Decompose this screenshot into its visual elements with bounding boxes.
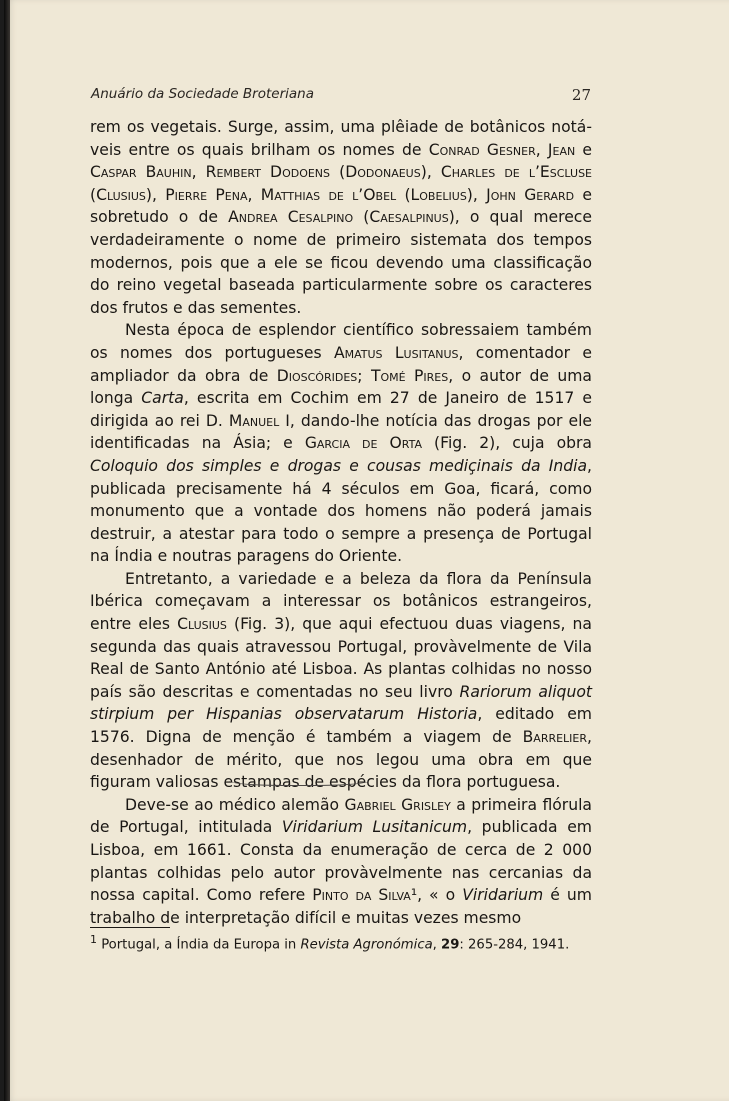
page-number: 27 [571,86,591,104]
footnote-rule [90,927,170,928]
proper-name: Caspar Bauhin [90,163,192,182]
proper-name: Clusius [177,615,227,634]
italic-title: Rariorum aliquot stirpium per Hispanias observatarum Historia [90,682,592,724]
text-run: ( [353,208,370,227]
text-run: Deve-se ao médico alemão [125,795,345,814]
proper-name: Andrea Cesalpino [228,208,354,227]
text-run: Entretanto, a variedade e a beleza da flora da Península Ibérica começavam a interessar os botânicos estrangeiros, entre eles [90,569,592,634]
footnote: $^1$ Portugal, a Índia da Europa in Revista Agronómica, 29: 265-284, 1941. [90,933,570,953]
proper-name: Gabriel Grisley [344,795,451,814]
proper-name: John Gerard [486,185,575,204]
text-run: Nesta época de esplendor científico sobressaiem também os nomes dos portugueses [90,321,592,362]
italic-title: Coloquio dos simples e drogas e cousas mediçinais da India [90,456,588,475]
footnote-volume: 29 [441,937,460,953]
proper-name: Garcia de Orta [304,434,422,453]
text-run: I, dando-lhe notícia das drogas por ele identificadas na Ásia; e [90,411,592,453]
paragraph [90,116,592,319]
text-run: , [247,185,261,204]
proper-name: Manuel [228,411,280,430]
italic-title: Carta [141,389,184,408]
text-run: , [191,163,206,182]
text-run: a primeira flórula de Portugal, intitulada [90,795,592,837]
running-header [91,86,591,108]
proper-name: Caesalpinus [369,208,449,227]
text-run: , escrita em Cochim em 27 de Janeiro de 1517 e dirigida ao rei D. [90,389,592,430]
proper-name: Pinto da Silva [312,886,411,905]
text-run: (Fig. 3), que aqui efectuou duas viagens, na segunda das quais atravessou Portugal, provàvelmente de Vila Real de Santo António até Lisboa. As plantas colhidas no nosso país são descritas e comentadas no seu livro [90,615,592,701]
paragraph [90,568,592,794]
proper-name: Clusius [96,185,146,204]
proper-name: Rembert Dodoens [205,163,331,182]
running-title: Anuário da Sociedade Broteriana [91,86,314,102]
text-run: ), o qual merece verdadeiramente o nome de primeiro sistemata dos tempos modernos, pois que a ele se ficou devendo uma classificação do reino vegetal baseada particularmente sobre os caracteres dos frutos e das sementes. [90,208,592,317]
text-run: ), [466,185,487,204]
text-run: ), [145,185,166,204]
italic-title: Viridarium Lusitanicum [281,818,468,837]
text-run: , desenhador de mérito, que nos legou uma obra em que figuram valiosas estampas de espécies da flora portuguesa. [90,728,592,792]
proper-name: Matthias de l’Obel [260,185,397,204]
text-run: ( [90,185,97,204]
text-run: , publicada precisamente há 4 séculos em Goa, ficará, como monumento que a vontade dos homens não poderá jamais destruir, a atestar para todo o sempre a presença de Portugal na Índia e noutras paragens do Oriente. [90,456,592,566]
footnote-journal: Revista Agronómica [300,937,433,953]
proper-name: Dioscórides [276,366,358,385]
paragraph [90,794,592,930]
text-run: ( [330,163,346,182]
text-run: e sobretudo o de [90,185,592,227]
proper-name: Pierre Pena [165,185,248,204]
text-run: , o autor de uma longa [90,366,592,408]
text-run: ; [357,366,371,385]
text-run: ( [396,185,411,204]
proper-name: Amatus Lusitanus [333,343,459,362]
text-run: , [535,140,548,159]
footnote-pages: : 265-284, 1941. [459,937,570,953]
text-run: (Fig. 2), cuja obra [422,434,592,453]
handwritten-underline [229,773,369,786]
book-page [4,0,729,1101]
italic-title: Viridarium [462,886,544,905]
proper-name: Barrelier [522,728,588,747]
proper-name: Charles de l’Escluse [440,163,592,182]
proper-name: Dodonaeus [345,163,421,182]
text-run: , comentador e ampliador da obra de [90,343,592,385]
text-run: ), [420,163,441,182]
text-run: , editado em 1576. Digna de menção é também a viagem de [90,705,592,747]
proper-name: Lobelius [410,185,467,204]
proper-name: Conrad Gesner [428,140,536,159]
text-run: é um trabalho de interpretação difícil e muitas vezes mesmo [90,886,592,927]
text-run: ¹, « o [410,886,463,905]
proper-name: Jean [547,140,576,159]
text-run: , publicada em Lisboa, em 1661. Consta da enumeração de cerca de 2 000 plantas colhidas pelo autor provàvelmente nas cercanias da nossa capital. Como refere [90,818,592,905]
book-spine-shadow [4,0,10,1101]
proper-name: Tomé Pires [370,366,449,385]
body-text [90,116,592,929]
text-run: rem os vegetais. Surge, assim, uma plêiade de botânicos notáveis entre os quais brilham os nomes de [90,118,592,159]
paragraph [90,319,592,568]
text-run: e [575,140,592,159]
footnote-mark: 1 [90,933,97,946]
footnote-text-before: Portugal, a Índia da Europa in [101,937,301,953]
